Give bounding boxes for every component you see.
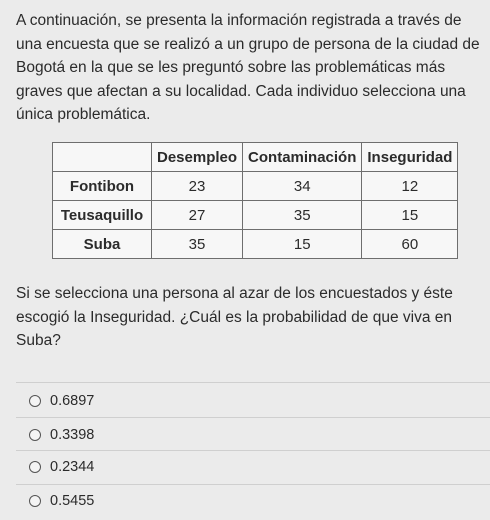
option-label: 0.2344 [50, 459, 95, 475]
radio-button-icon[interactable] [29, 495, 41, 507]
row-label: Teusaquillo [53, 201, 152, 230]
answer-option-1[interactable] [29, 391, 94, 411]
divider [16, 484, 490, 485]
divider [16, 382, 490, 383]
table-cell: 35 [243, 201, 362, 230]
divider [16, 450, 490, 451]
table-header-empty [53, 143, 152, 172]
answer-option-3[interactable] [29, 457, 94, 477]
answer-option-4[interactable] [29, 491, 94, 511]
divider [16, 417, 490, 418]
table-row [53, 172, 458, 201]
table-cell: 60 [362, 230, 458, 259]
table-row [53, 230, 458, 259]
survey-table-container [52, 142, 458, 259]
radio-button-icon[interactable] [29, 395, 41, 407]
option-label: 0.3398 [50, 427, 95, 443]
table-header-desempleo: Desempleo [152, 143, 243, 172]
table-row [53, 201, 458, 230]
table-cell: 15 [243, 230, 362, 259]
question-text: Si se selecciona una persona al azar de los encuestados y éste escogió la Inseguridad. ¿Cuál es la probabilidad de que viva en Suba? [16, 285, 453, 349]
table-header-contaminacion: Contaminación [243, 143, 362, 172]
intro-text: A continuación, se presenta la información registrada a través de una encuesta que se realizó a un grupo de persona de la ciudad de Bogotá en la que se les preguntó sobre las problemáticas más graves que afectan a su localidad. Cada individuo selecciona una única problemática. [16, 12, 480, 123]
row-label: Fontibon [53, 172, 152, 201]
option-label: 0.6897 [50, 393, 95, 409]
table-header-row [53, 143, 458, 172]
row-label: Suba [53, 230, 152, 259]
radio-button-icon[interactable] [29, 461, 41, 473]
table-header-inseguridad: Inseguridad [362, 143, 458, 172]
table-cell: 34 [243, 172, 362, 201]
table-cell: 12 [362, 172, 458, 201]
table-cell: 15 [362, 201, 458, 230]
radio-button-icon[interactable] [29, 429, 41, 441]
table-cell: 27 [152, 201, 243, 230]
option-label: 0.5455 [50, 493, 95, 509]
answer-option-2[interactable] [29, 425, 94, 445]
survey-table [52, 142, 458, 259]
table-cell: 23 [152, 172, 243, 201]
table-cell: 35 [152, 230, 243, 259]
